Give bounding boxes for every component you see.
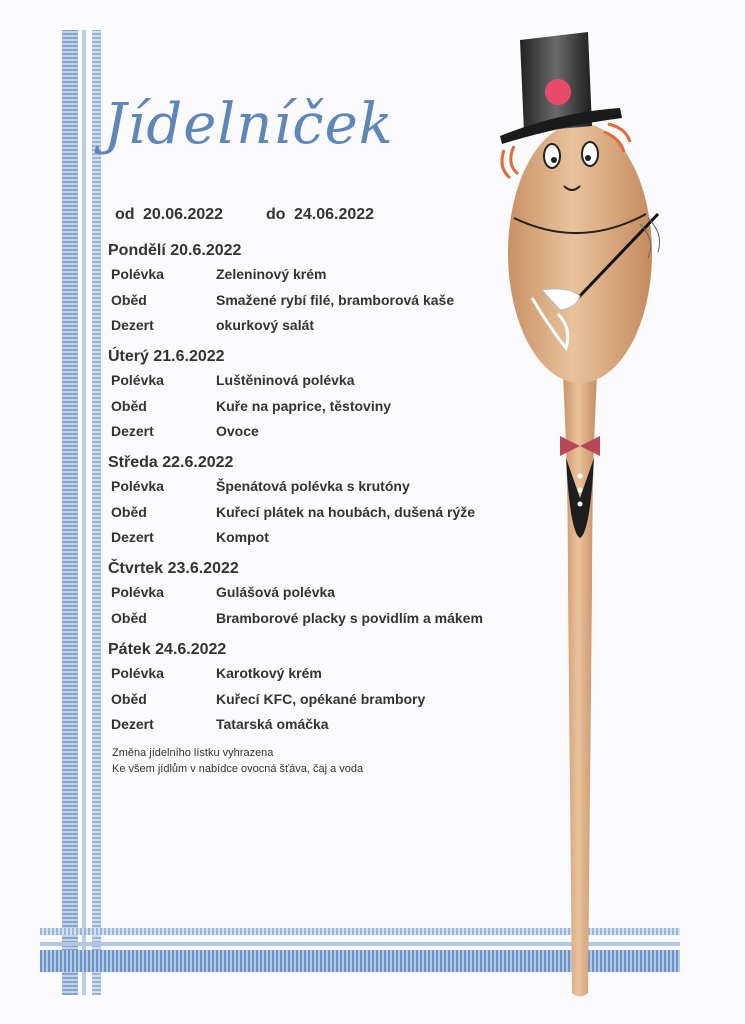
- meal-name: Kuřecí plátek na houbách, dušená rýže: [216, 503, 476, 520]
- menu-row: [108, 584, 336, 610]
- day-title: Středa 22.6.2022: [108, 454, 234, 471]
- menu-row: [108, 266, 327, 292]
- meal-name: Kompot: [216, 529, 269, 545]
- day-block-wednesday: [108, 454, 476, 555]
- course-label: Oběd: [111, 291, 147, 308]
- day-title: Pondělí 20.6.2022: [108, 242, 242, 259]
- day-block-monday: [108, 242, 455, 343]
- course-label: Dezert: [111, 423, 154, 439]
- wooden-spoon-chef-icon: [480, 28, 680, 1008]
- meal-name: Gulášová polévka: [216, 584, 336, 600]
- menu-row: [108, 397, 392, 424]
- towel-stripe-vertical: [62, 30, 78, 995]
- meal-name: Smažené rybí filé, bramborová kaše: [216, 291, 455, 308]
- day-block-tuesday: [108, 348, 392, 449]
- menu-row: [108, 372, 355, 398]
- day-title: Čtvrtek 23.6.2022: [108, 560, 239, 577]
- course-label: Oběd: [111, 690, 147, 707]
- from-label: od: [115, 206, 135, 223]
- meal-name: Kuře na paprice, těstoviny: [216, 397, 392, 414]
- note-line: Změna jídelního lístku vyhrazena: [112, 747, 274, 759]
- towel-stripe-vertical: [92, 30, 101, 995]
- meal-name: Špenátová polévka s krutóny: [216, 478, 410, 494]
- meal-name: Kuřecí KFC, opékané brambory: [216, 690, 426, 707]
- course-label: Oběd: [111, 503, 147, 520]
- menu-row: [108, 317, 315, 343]
- to-label: do: [265, 206, 286, 223]
- menu-row: [108, 529, 269, 555]
- menu-title: Jídelníček: [104, 92, 394, 157]
- meal-name: Ovoce: [216, 423, 259, 439]
- menu-row: [108, 423, 259, 449]
- from-date: 20.06.2022: [143, 206, 224, 223]
- course-label: Polévka: [111, 478, 164, 494]
- footer-notes: [112, 745, 363, 777]
- meal-name: Tatarská omáčka: [216, 716, 329, 732]
- meal-name: okurkový salát: [216, 317, 315, 333]
- menu-row: [108, 478, 410, 504]
- day-title: Pátek 24.6.2022: [108, 641, 227, 658]
- meal-name: Luštěninová polévka: [216, 372, 355, 388]
- day-block-friday: [108, 641, 426, 742]
- to-date: 24.06.2022: [293, 206, 375, 223]
- date-range: [115, 206, 378, 224]
- day-title: Úterý 21.6.2022: [108, 348, 225, 365]
- meal-name: Karotkový krém: [216, 665, 322, 681]
- menu-row: [108, 690, 426, 717]
- course-label: Dezert: [111, 317, 154, 333]
- meal-name: Zeleninový krém: [216, 266, 327, 282]
- day-block-thursday: [108, 560, 483, 635]
- course-label: Oběd: [111, 609, 147, 626]
- course-label: Oběd: [111, 397, 147, 414]
- course-label: Polévka: [111, 665, 164, 681]
- menu-row: [108, 503, 476, 530]
- menu-row: [108, 291, 455, 318]
- course-label: Polévka: [111, 372, 164, 388]
- course-label: Polévka: [111, 266, 164, 282]
- course-label: Dezert: [111, 716, 154, 732]
- menu-row: [108, 665, 322, 691]
- course-label: Polévka: [111, 584, 164, 600]
- course-label: Dezert: [111, 529, 154, 545]
- menu-row: [108, 716, 329, 742]
- towel-stripe-vertical: [82, 30, 86, 995]
- note-line: Ke všem jídlům v nabídce ovocná šťáva, čaj a voda: [112, 763, 364, 775]
- meal-name: Bramborové placky s povidlím a mákem: [216, 609, 483, 626]
- menu-row: [108, 609, 483, 636]
